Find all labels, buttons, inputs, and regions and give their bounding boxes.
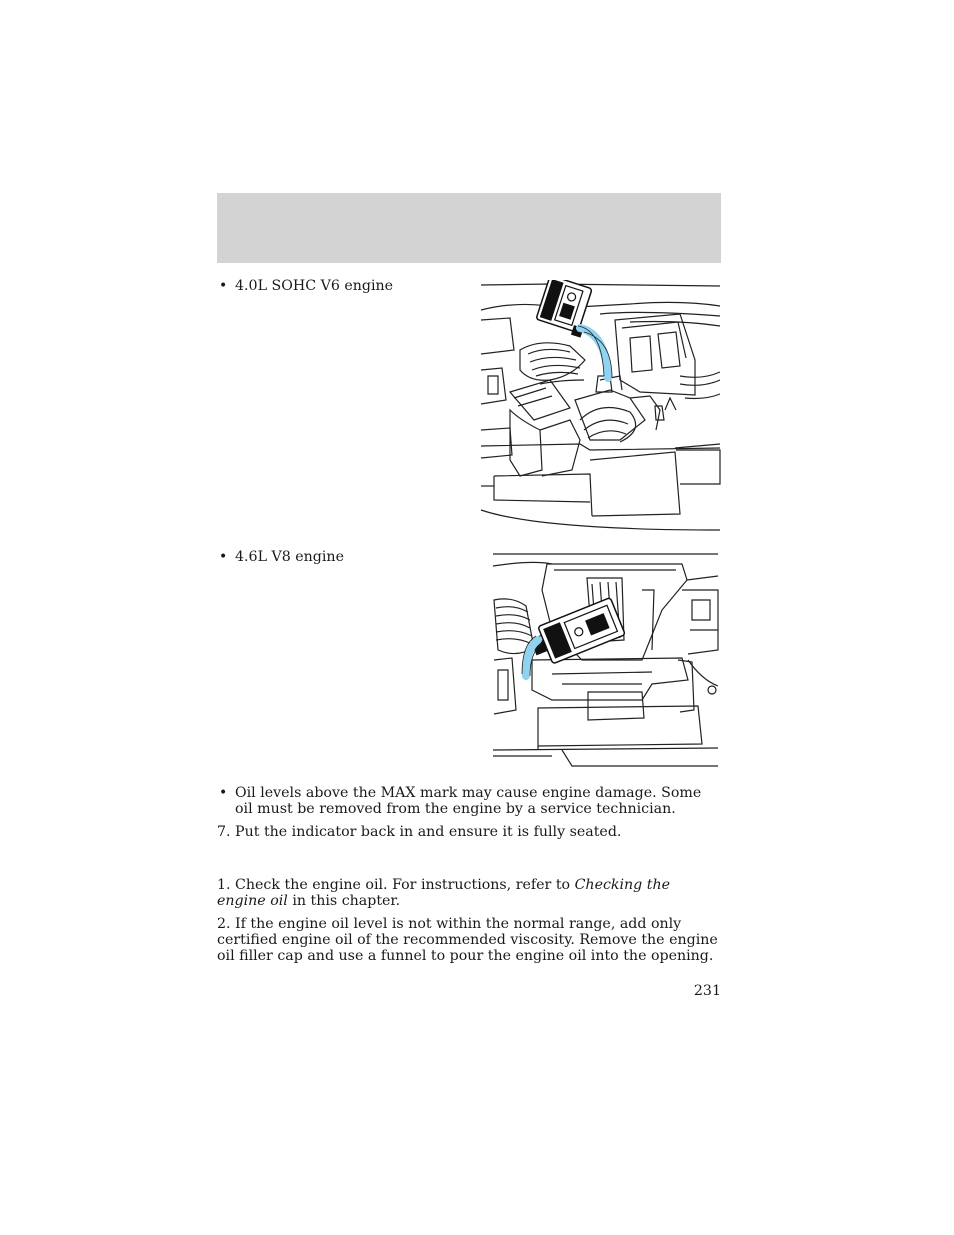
step-1-text: 1. Check the engine oil. For instructions, refer to — [217, 877, 575, 893]
bullet-marker: • — [219, 278, 228, 294]
step-1 — [217, 877, 721, 909]
bullet-marker: • — [219, 549, 228, 565]
page-number: 231 — [693, 983, 721, 999]
figure-v8-engine-oil-fill — [492, 550, 720, 772]
section-header-band — [217, 193, 721, 263]
step-1-text-end: in this chapter. — [287, 893, 401, 909]
step-2: 2. If the engine oil level is not within the normal range, add only certified engine oil of the recommended viscosity. Remove the engine oil filler cap and use a funnel to pour the engine oil into the opening. — [217, 916, 718, 964]
engine-label-v6: 4.0L SOHC V6 engine — [235, 278, 394, 294]
step-1-reference: Checking the engine oil — [217, 877, 671, 909]
oil-level-warning: Oil levels above the MAX mark may cause engine damage. Some oil must be removed from the engine by a service technician. — [235, 785, 702, 817]
bullet-marker: • — [219, 785, 228, 801]
engine-label-v8: 4.6L V8 engine — [235, 549, 344, 565]
figure-v6-engine-oil-fill — [480, 280, 722, 534]
step-7: 7. Put the indicator back in and ensure it is fully seated. — [217, 824, 622, 840]
